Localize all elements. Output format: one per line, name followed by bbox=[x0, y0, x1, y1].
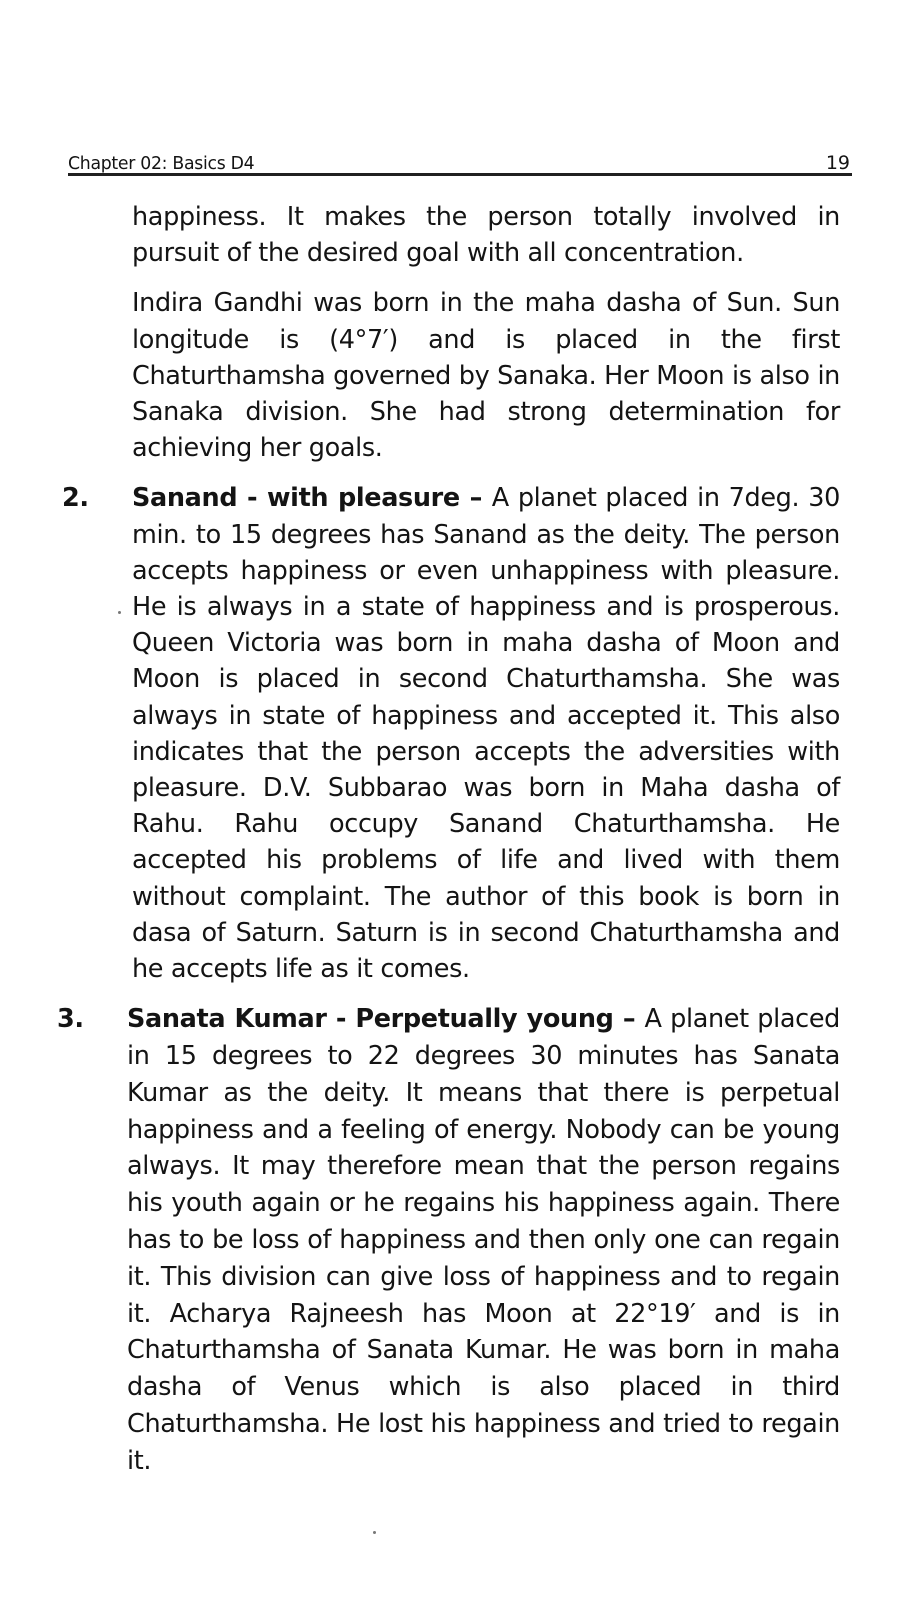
list-item-dash: – bbox=[459, 483, 492, 514]
list-item-text: A planet placed in 7deg. 30 min. to 15 degrees has Sanand as the deity. The person accepts happiness or even unhappiness with pleasure. He is always in a state of happiness and is prosperous. Queen Victoria was born in maha dasha of Moon and Moon is placed in second Chaturthamsha. She was always in state of happiness and accepted it. This also indicates that the person accepts the adversities with pleasure. D.V. Subbarao was born in Maha dasha of Rahu. Rahu occupy Sanand Chaturthamsha. He accepted his problems of life and lived with them without complaint. The author of this book is born in dasa of Saturn. Saturn is in second Chaturthamsha and he accepts life as it comes. bbox=[132, 483, 840, 985]
list-item-number: 3. bbox=[57, 1004, 84, 1035]
body-text bbox=[57, 199, 840, 1494]
list-item-sanata-kumar bbox=[57, 1001, 840, 1479]
paragraph-indira-gandhi: Indira Gandhi was born in the maha dasha of Sun. Sun longitude is (4°7′) and is placed in the first Chaturthamsha governed by Sanaka. Her Moon is also in Sanaka division. She had strong determination for achieving her goals. bbox=[132, 288, 840, 464]
chapter-title: Chapter 02: Basics D4 bbox=[68, 153, 255, 174]
list-item-heading: Sanata Kumar - Perpetually young bbox=[127, 1004, 614, 1035]
list-item-text: A planet placed in 15 degrees to 22 degrees 30 minutes has Sanata Kumar as the deity. It means that there is perpetual happiness and a feeling of energy. Nobody can be young always. It may therefore mean that the person regains his youth again or he regains his happiness again. There has to be loss of happiness and then only one can regain it. This division can give loss of happiness and to regain it. Acharya Rajneesh has Moon at 22°19′ and is in Chaturthamsha of Sanata Kumar. He was born in maha dasha of Venus which is also placed in third Chaturthamsha. He lost his happiness and tried to regain it. bbox=[127, 1004, 840, 1476]
list-item-sanand bbox=[62, 480, 840, 987]
paragraph-continuation: happiness. It makes the person totally involved in pursuit of the desired goal with all concentration. bbox=[132, 202, 840, 269]
page-number: 19 bbox=[825, 152, 850, 174]
scan-speck bbox=[118, 611, 121, 614]
list-item-dash: – bbox=[613, 1004, 645, 1035]
scan-speck bbox=[373, 1531, 376, 1534]
running-header bbox=[68, 134, 850, 174]
list-item-heading: Sanand - with pleasure bbox=[132, 483, 460, 514]
header-rule bbox=[68, 173, 852, 176]
list-item-number: 2. bbox=[62, 483, 89, 514]
